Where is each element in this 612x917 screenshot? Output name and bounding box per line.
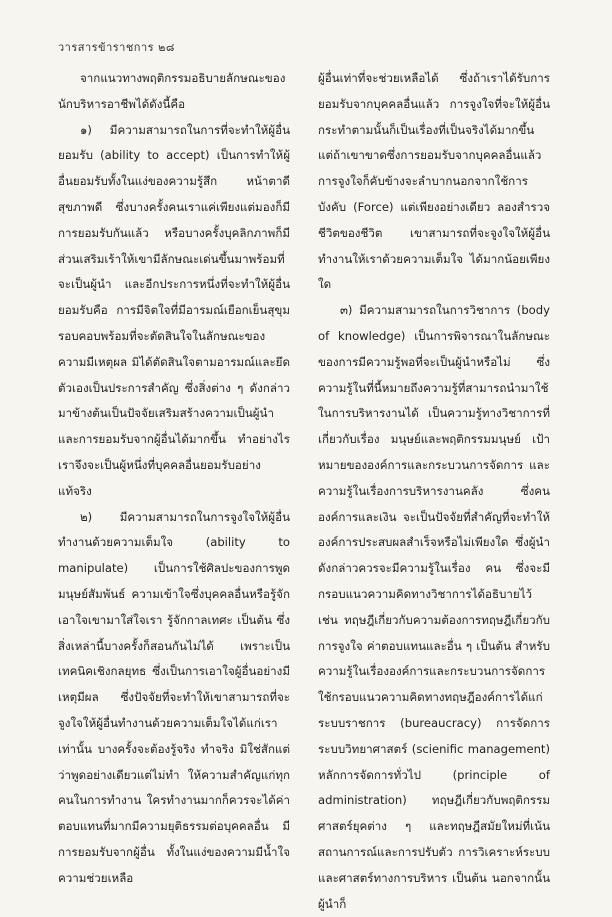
- item-3-paragraph: ๓) มีความสามารถในการวิชาการ (body of knowledge) เป็นการพิจารณาในลักษณะของการมีความรู้พอที่จะเป็นผู้นำหรือไม่ ซึ่งความรู้ในที่นี้หมายถึงความรู้ที่สามารถนำมาใช้ในการบริหารงานได้ เป็นความรู้ทางวิชาการที่เกี่ยวกับเรื่อง มนุษย์และพฤติกรรมมนุษย์ เป้าหมายขององค์การและกระบวนการจัดการ และความรู้ในเรื่องการบริหารงานคลัง ซึ่งคนองค์การและเงิน จะเป็นปัจจัยที่สำคัญที่จะทำให้องค์การประสบผลสำเร็จหรือไม่เพียงใด ซึ่งผู้นำดังกล่าวควรจะมีความรู้ในเรื่อง คน ซึ่งจะมีกรอบแนวความคิดทางวิชาการได้อธิบายไว้เช่น ทฤษฎีเกี่ยวกับความต้องการทฤษฎีเกี่ยวกับการจูงใจ ค่าตอบแทนและอื่น ๆ เป็นต้น สำหรับความรู้ในเรื่ององค์การและกระบวนการจัดการ ใช้กรอบแนวความคิดทางทฤษฎีองค์การได้แก่ ระบบราชการ (bureaucracy) การจัดการระบบวิทยาศาสตร์ (scienific management) หลักการจัดการทั่วไป (principle of administration) ทฤษฎีเกี่ยวกับพฤติกรรมศาสตร์ยุคต่าง ๆ และทฤษฎีสมัยใหม่ที่เน้นสถานการณ์และการปรับตัว การวิเคราะห์ระบบและศาสตร์ทางการบริหาร เป็นต้น นอกจากนั้นผู้นำก็: [318, 303, 550, 911]
- page-number: ๒๘: [158, 41, 175, 54]
- item-1-paragraph: ๑) มีความสามารถในการที่จะทำให้ผู้อื่นยอมรับ (ability to accept) เป็นการทำให้ผู้อื่นยอมรับทั้งในแง่ของความรู้สึก หน้าตาดี สุขภาพดี ซึ่งบางครั้งคนเราแค่เพียงแต่มองก็มีการยอมรับกันแล้ว หรือบางครั้งบุคลิกภาพก็มีส่วนเสริมเร้าให้เขามีลักษณะเด่นขึ้นมาพร้อมที่จะเป็นผู้นำ และอีกประการหนึ่งที่จะทำให้ผู้อื่นยอมรับคือ การมีจิตใจที่มีอารมณ์เยือกเย็นสุขุมรอบคอบพร้อมที่จะตัดสินใจในลักษณะของความมีเหตุผล มิได้ตัดสินใจตามอารมณ์และยึดตัวเองเป็นประการสำคัญ ซึ่งสิ่งต่าง ๆ ดังกล่าวมาข้างต้นเป็นปัจจัยเสริมสร้างความเป็นผู้นำและการยอมรับจากผู้อื่นได้มากขึ้น ทำอย่างไรเราจึงจะเป็นผู้หนึ่งที่บุคคลอื่นยอมรับอย่างแท้จริง: [58, 122, 290, 498]
- page-header: [58, 38, 175, 56]
- right-column: [318, 66, 550, 917]
- intro-paragraph: จากแนวทางพฤติกรรมอธิบายลักษณะของนักบริหารอาชีพได้ดังนี้คือ: [58, 71, 286, 111]
- journal-title: วารสารข้าราชการ: [58, 41, 155, 54]
- item-2-paragraph: ๒) มีความสามารถในการจูงใจให้ผู้อื่นทำงานด้วยความเต็มใจ (ability to manipulate) เป็นการใช้ศิลปะของการพูด มนุษย์สัมพันธ์ ความเข้าใจซึ่งบุคคลอื่นหรือรู้จักเอาใจเขามาใส่ใจเรา รู้จักกาลเทศะ เป็นต้น ซึ่งสิ่งเหล่านี้บางครั้งก็สอนกันไม่ได้ เพราะเป็นเทคนิคเชิงกลยุทธ ซึ่งเป็นการเอาใจผู้อื่นอย่างมีเหตุมีผล ซึ่งปัจจัยที่จะทำให้เขาสามารถที่จะจูงใจให้ผู้อื่นทำงานด้วยความเต็มใจได้แก่เราเท่านั้น บางครั้งจะต้องรู้จริง ทำจริง มิใช่สักแต่ว่าพูดอย่างเดียวแต่ไม่ทำ ให้ความสำคัญแก่ทุกคนในการทำงาน ใครทำงานมากก็ควรจะได้ค่าตอบแทนที่มากมีความยุติธรรมต่อบุคคลอื่น มีการยอมรับจากผู้อื่น ทั้งในแง่ของความมีน้ำใจ ความช่วยเหลือ: [58, 509, 290, 885]
- left-column: [58, 66, 290, 892]
- continued-paragraph: ผู้อื่นเท่าที่จะช่วยเหลือได้ ซึ่งถ้าเราได้รับการยอมรับจากบุคคลอื่นแล้ว การจูงใจที่จะให้ผู้อื่นกระทำตามนั้นก็เป็นเรื่องที่เป็นจริงได้มากขึ้น แต่ถ้าเขาขาดซึ่งการยอมรับจากบุคคลอื่นแล้ว การจูงใจก็คับข้างจะลำบากนอกจากใช้การบังคับ (Force) แต่เพียงอย่างเดียว ลองสำรวจชีวิตของชีวิต เขาสามารถที่จะจูงใจให้ผู้อื่นทำงานให้เราด้วยความเต็มใจ ได้มากน้อยเพียงใด: [318, 71, 550, 292]
